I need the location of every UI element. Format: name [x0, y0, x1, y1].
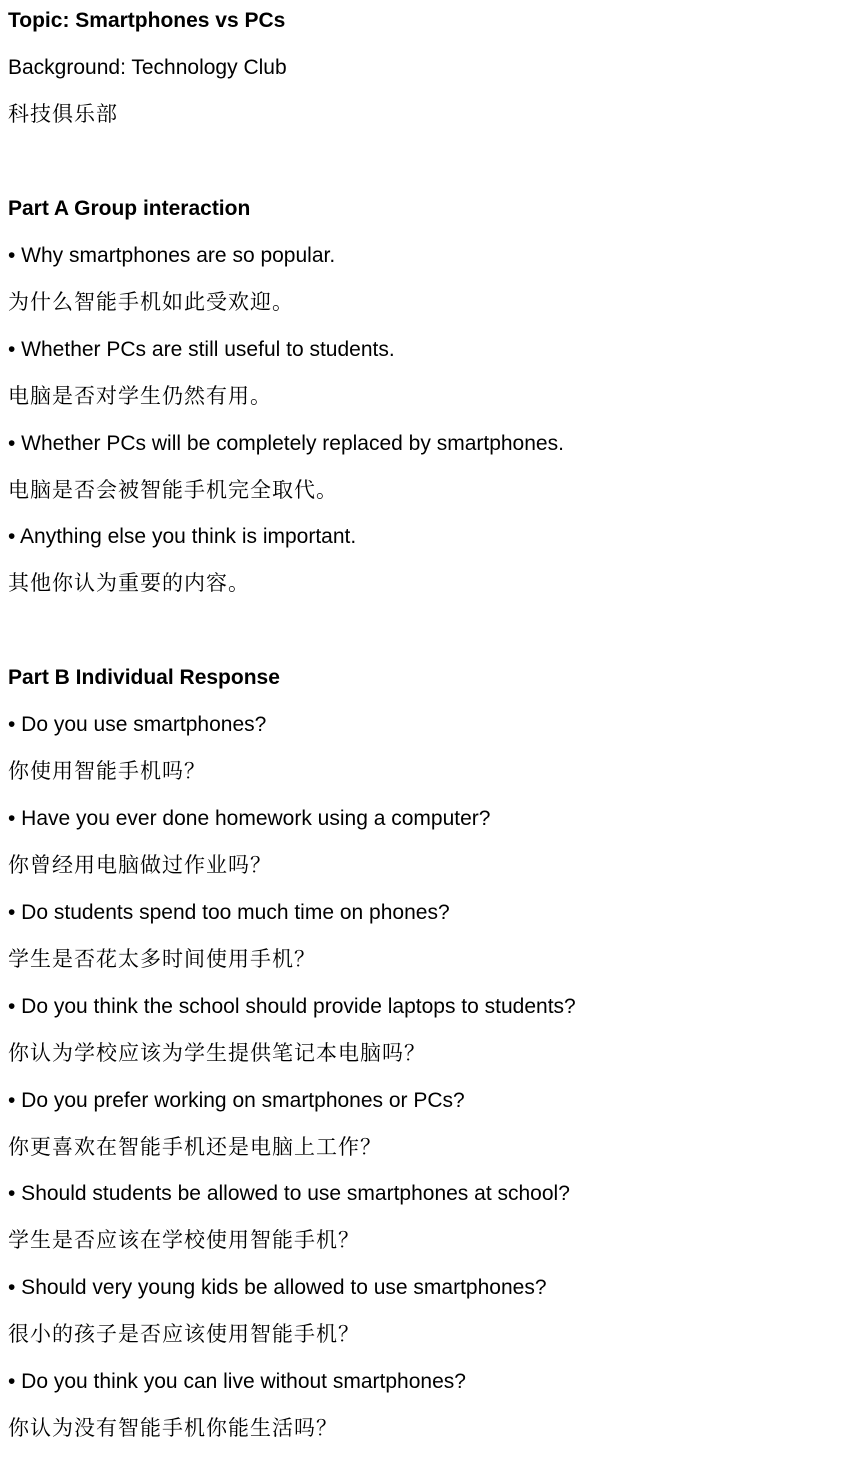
- part-b-item-cn: 学生是否应该在学校使用智能手机？: [8, 1228, 360, 1252]
- part-a-item-cn: 电脑是否对学生仍然有用。: [8, 384, 272, 408]
- part-b-item-en: • Should students be allowed to use smartphones at school?: [8, 1182, 570, 1205]
- part-b-item-en: • Do you think you can live without smartphones?: [8, 1370, 466, 1393]
- background-line: Background: Technology Club: [8, 56, 287, 79]
- part-a-heading: Part A Group interaction: [8, 197, 251, 220]
- part-b-heading: Part B Individual Response: [8, 666, 280, 689]
- part-a-item-en: • Why smartphones are so popular.: [8, 244, 336, 267]
- part-b-item-cn: 你认为没有智能手机你能生活吗？: [8, 1416, 338, 1440]
- part-b-item-cn: 很小的孩子是否应该使用智能手机？: [8, 1322, 360, 1346]
- part-b-item-en: • Do you think the school should provide laptops to students?: [8, 995, 576, 1018]
- part-a-item-cn: 其他你认为重要的内容。: [8, 571, 250, 595]
- part-b-item-en: • Do you prefer working on smartphones or PCs?: [8, 1089, 465, 1112]
- part-a-item-en: • Anything else you think is important.: [8, 525, 357, 548]
- part-b-item-cn: 你更喜欢在智能手机还是电脑上工作？: [8, 1135, 382, 1159]
- part-b-item-en: • Do you use smartphones?: [8, 713, 267, 736]
- part-a-item-cn: 为什么智能手机如此受欢迎。: [8, 290, 294, 314]
- part-b-item-cn: 你认为学校应该为学生提供笔记本电脑吗？: [8, 1041, 426, 1065]
- part-b-item-cn: 你使用智能手机吗？: [8, 759, 206, 783]
- part-b-item-en: • Do students spend too much time on phones?: [8, 901, 450, 924]
- part-a-item-en: • Whether PCs are still useful to students.: [8, 338, 395, 361]
- part-b-item-en: • Have you ever done homework using a computer?: [8, 807, 491, 830]
- part-a-item-cn: 电脑是否会被智能手机完全取代。: [8, 478, 338, 502]
- background-line-cn: 科技俱乐部: [8, 102, 118, 126]
- part-b-item-cn: 学生是否花太多时间使用手机？: [8, 947, 316, 971]
- part-b-item-cn: 你曾经用电脑做过作业吗？: [8, 853, 272, 877]
- part-a-item-en: • Whether PCs will be completely replaced by smartphones.: [8, 432, 564, 455]
- topic-title: Topic: Smartphones vs PCs: [8, 9, 286, 32]
- part-b-item-en: • Should very young kids be allowed to use smartphones?: [8, 1276, 547, 1299]
